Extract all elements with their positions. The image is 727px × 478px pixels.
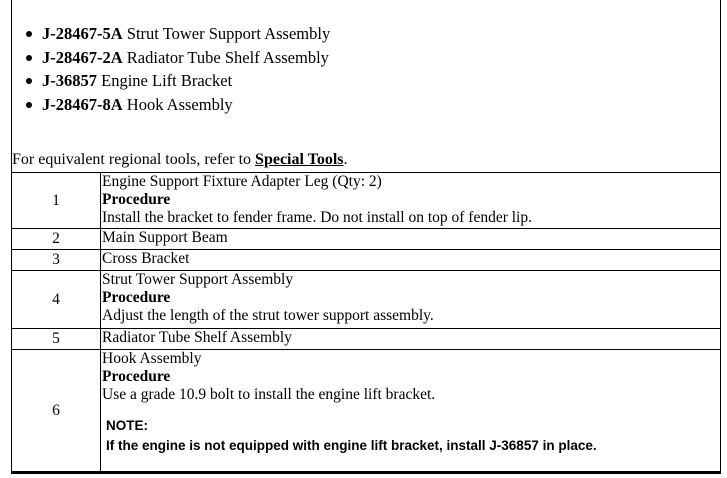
tool-code: J-36857 (42, 71, 97, 90)
callout-description (101, 173, 721, 229)
tool-list-item (26, 93, 330, 117)
callout-number: 5 (12, 329, 101, 350)
tool-code: J-28467-5A (42, 24, 123, 43)
callout-number: 6 (12, 350, 101, 472)
callout-description (101, 329, 721, 350)
procedure-label: Procedure (102, 289, 171, 306)
table-row (12, 250, 721, 271)
callout-number: 1 (12, 173, 101, 229)
tool-code: J-28467-2A (42, 47, 123, 67)
callout-number: 4 (12, 271, 101, 329)
callout-description (101, 350, 721, 472)
callout-number: 3 (12, 250, 101, 271)
callout-description (101, 271, 721, 329)
callout-title: Strut Tower Support Assembly (102, 271, 294, 288)
note-label: NOTE: (106, 418, 148, 433)
tool-list-item (26, 46, 330, 70)
callout-title: Hook Assembly (102, 350, 202, 367)
special-tools-link[interactable]: Special Tools (255, 151, 344, 168)
procedure-text: Adjust the length of the strut tower support assembly. (102, 307, 434, 324)
table-row (12, 350, 721, 472)
tool-name: Engine Lift Bracket (101, 71, 233, 90)
tool-list-item (26, 69, 330, 93)
table-row (12, 229, 721, 250)
bottom-rule-divider (11, 472, 721, 474)
table-row (12, 329, 721, 350)
procedure-label: Procedure (102, 368, 171, 385)
procedure-text: Install the bracket to fender frame. Do not install on top of fender lip. (102, 209, 532, 226)
callout-title: Cross Bracket (102, 250, 190, 267)
bullet-icon (26, 78, 32, 84)
tool-name: Radiator Tube Shelf Assembly (126, 47, 329, 67)
table-row (12, 271, 721, 329)
procedure-text: Use a grade 10.9 bolt to install the engine lift bracket. (102, 386, 436, 403)
note-text: If the engine is not equipped with engine lift bracket, install J-36857 in place. (106, 438, 597, 453)
callout-description (101, 250, 721, 271)
tool-name: Strut Tower Support Assembly (126, 24, 331, 43)
regional-note-text: For equivalent regional tools, refer to (12, 151, 256, 168)
tool-name: Hook Assembly (126, 94, 233, 114)
callout-title: Main Support Beam (102, 229, 228, 246)
callout-description (101, 229, 721, 250)
table-row (12, 173, 721, 229)
regional-tools-note (12, 150, 348, 170)
tool-code: J-28467-8A (42, 94, 123, 114)
procedure-label: Procedure (102, 191, 171, 208)
bullet-icon (26, 102, 32, 108)
callout-number: 2 (12, 229, 101, 250)
regional-note-suffix: . (343, 151, 348, 168)
tool-list (26, 22, 330, 116)
tool-list-item (26, 22, 330, 46)
callout-legend-table (11, 172, 721, 472)
bullet-icon (26, 31, 32, 37)
callout-title: Radiator Tube Shelf Assembly (102, 329, 292, 346)
note-block (102, 404, 720, 456)
callout-title: Engine Support Fixture Adapter Leg (Qty: 2) (102, 173, 382, 190)
bullet-icon (26, 55, 32, 61)
